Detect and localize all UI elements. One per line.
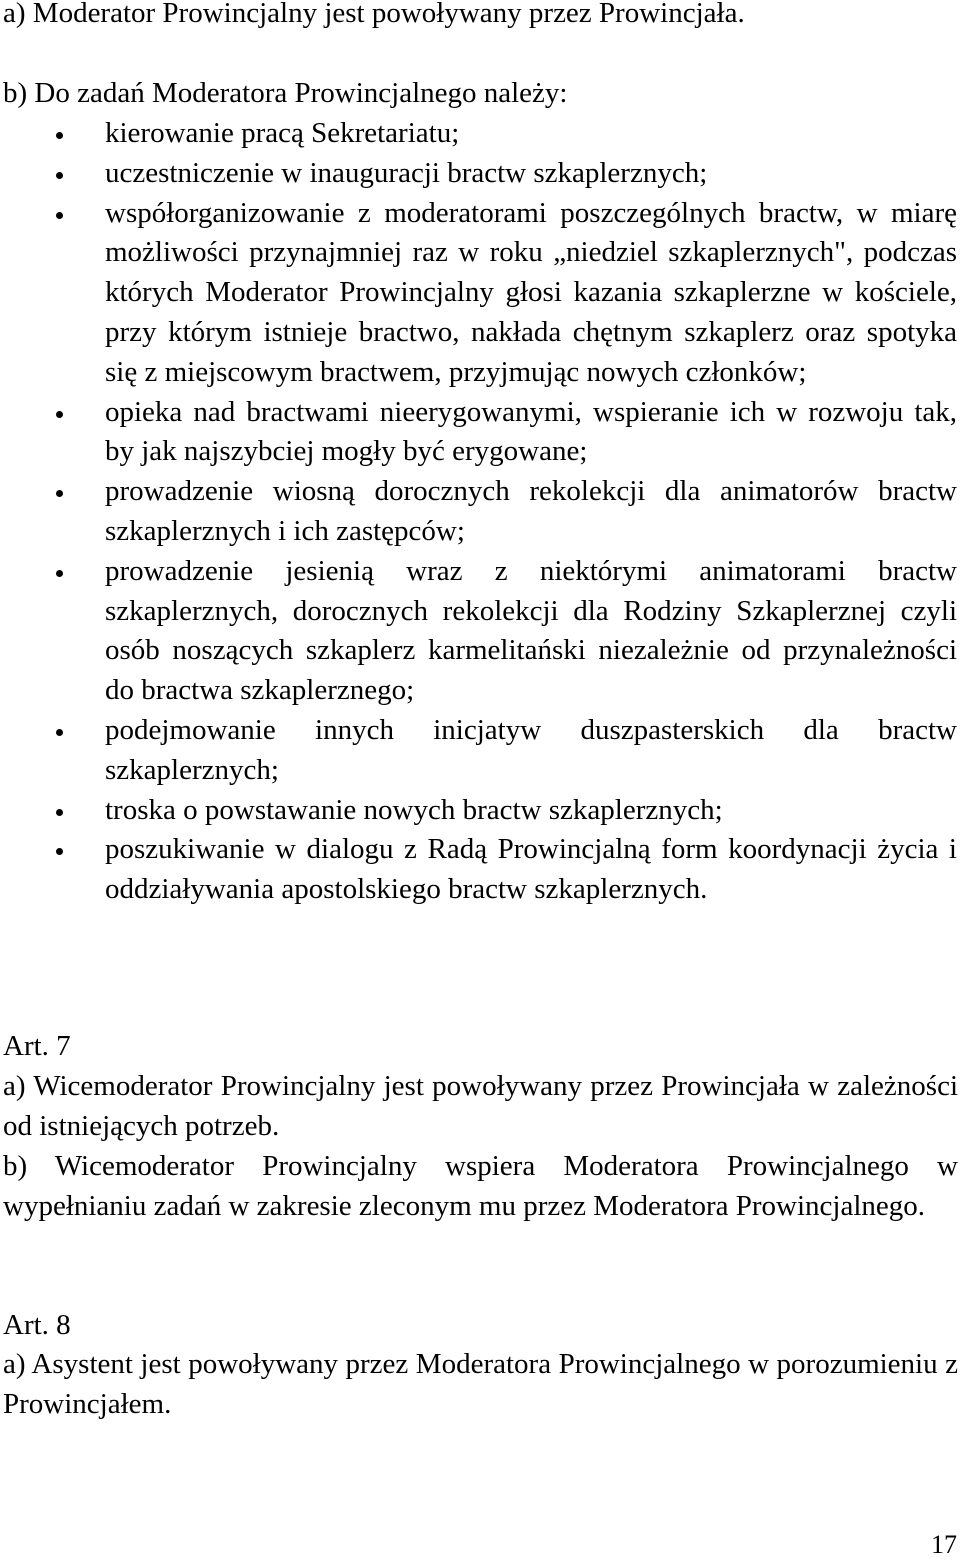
task-list-item bbox=[0, 791, 957, 831]
art7-paragraph-a: a) Wicemoderator Prowincjalny jest powoływany przez Prowincjała w zależności od istniejących potrzeb. bbox=[3, 1070, 958, 1142]
task-text: troska o powstawanie nowych bractw szkaplerznych; bbox=[105, 793, 723, 826]
task-list-item bbox=[0, 830, 957, 910]
art7-paragraph-b: b) Wicemoderator Prowincjalny wspiera Moderatora Prowincjalnego w wypełnianiu zadań w zakresie zleconym mu przez Moderatora Prowincjalnego. bbox=[3, 1150, 958, 1222]
task-list-item bbox=[0, 393, 957, 473]
task-text: opieka nad bractwami nieerygowanymi, wspieranie ich w rozwoju tak, by jak najszybciej mogły być erygowane; bbox=[105, 395, 957, 468]
bullet-icon bbox=[56, 848, 63, 855]
bullet-icon bbox=[56, 809, 63, 816]
art7-heading: Art. 7 bbox=[3, 1030, 71, 1062]
intro-paragraph-a: a) Moderator Prowincjalny jest powoływany przez Prowincjała. bbox=[3, 0, 745, 29]
bullet-icon bbox=[56, 212, 63, 219]
art8-heading: Art. 8 bbox=[3, 1309, 71, 1341]
task-list-item bbox=[0, 711, 957, 791]
intro-paragraph-b: b) Do zadań Moderatora Prowincjalnego należy: bbox=[3, 77, 568, 109]
bullet-icon bbox=[56, 172, 63, 179]
art8-paragraph-a: a) Asystent jest powoływany przez Moderatora Prowincjalnego w porozumieniu z Prowincjałem. bbox=[3, 1348, 958, 1420]
bullet-icon bbox=[56, 729, 63, 736]
task-text: prowadzenie wiosną dorocznych rekolekcji dla animatorów bractw szkaplerznych i ich zastępców; bbox=[105, 475, 957, 547]
page-number: 17 bbox=[931, 1530, 957, 1559]
task-list-item bbox=[0, 472, 957, 552]
task-text: kierowanie pracą Sekretariatu; bbox=[105, 117, 460, 149]
task-text: podejmowanie innych inicjatyw duszpasterskich dla bractw szkaplerznych; bbox=[105, 713, 957, 786]
moderator-tasks-list bbox=[0, 114, 960, 910]
task-list-item bbox=[0, 154, 957, 194]
task-list-item bbox=[0, 114, 957, 154]
task-list-item bbox=[0, 194, 957, 393]
bullet-icon bbox=[56, 132, 63, 139]
bullet-icon bbox=[56, 411, 63, 418]
task-list-item bbox=[0, 552, 957, 711]
task-text: współorganizowanie z moderatorami poszczególnych bractw, w miarę możliwości przynajmniej raz w roku „niedziel szkaplerznych", podczas których Moderator Prowincjalny głosi kazania szkaplerzne w kościele, przy którym istnieje bractwo, nakłada chętnym szkaplerz oraz spotyka się z miejscowym bractwem, przyjmując nowych członków; bbox=[105, 196, 957, 388]
task-text: prowadzenie jesienią wraz z niektórymi animatorami bractw szkaplerznych, dorocznych rekolekcji dla Rodziny Szkaplerznej czyli osób noszących szkaplerz karmelitański niezależnie od przynależności do bractwa szkaplerznego; bbox=[105, 554, 957, 707]
task-text: uczestniczenie w inauguracji bractw szkaplerznych; bbox=[105, 156, 708, 189]
bullet-icon bbox=[56, 490, 63, 497]
bullet-icon bbox=[56, 570, 63, 577]
task-text: poszukiwanie w dialogu z Radą Prowincjalną form koordynacji życia i oddziaływania apostolskiego bractw szkaplerznych. bbox=[105, 833, 957, 906]
